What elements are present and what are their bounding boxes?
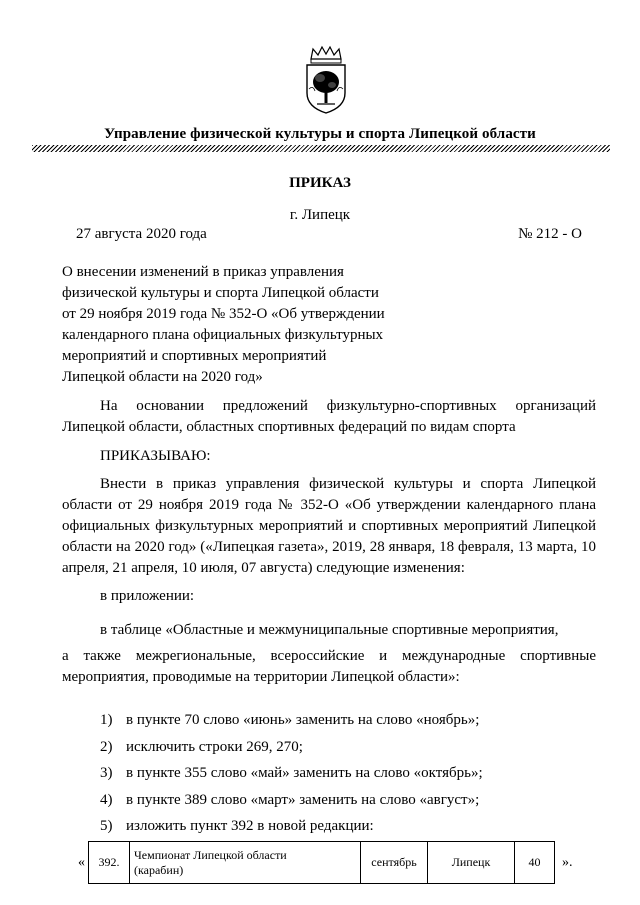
list-item-text: в пункте 355 слово «май» заменить на слово «октябрь»; (126, 765, 483, 781)
list-item-number: 1) (100, 712, 113, 728)
subject-line: от 29 ноября 2019 года № 352-О «Об утверждении (62, 306, 385, 322)
table-open-quote: « (78, 855, 85, 870)
subject-line: О внесении изменений в приказ управления (62, 264, 344, 280)
list-item (100, 760, 483, 787)
table-cell-place: Липецк (428, 842, 515, 884)
subject-line: физической культуры и спорта Липецкой области (62, 285, 379, 301)
table-close-quote: ». (562, 855, 573, 870)
main-paragraph: Внести в приказ управления физической культуры и спорта Липецкой области от 29 ноября 2019 года № 352-О «Об утверждении календарного плана официальных физкультурных мероприятий и спортивных мероприятий Липецкой области на 2020 год» («Липецкая газета», 2019, 28 января, 18 февраля, 13 марта, 10 апреля, 21 апреля, 10 июля, 07 августа) следующие изменения: (62, 476, 596, 576)
order-word: ПРИКАЗЫВАЮ: (100, 448, 211, 464)
table-cell-month: сентябрь (361, 842, 428, 884)
list-item-text: изложить пункт 392 в новой редакции: (126, 818, 374, 834)
table-cell-event-name (130, 842, 361, 884)
table-row (89, 842, 555, 884)
list-item (100, 813, 483, 840)
list-item (100, 734, 483, 761)
table-cell-count: 40 (515, 842, 555, 884)
list-item-text: в пункте 70 слово «июнь» заменить на слово «ноябрь»; (126, 712, 480, 728)
subject-line: Липецкой области на 2020 год» (62, 369, 263, 385)
coat-of-arms-emblem (303, 45, 349, 115)
list-item-number: 2) (100, 738, 113, 755)
event-name-line: (карабин) (134, 862, 184, 877)
list-item-number: 4) (100, 791, 113, 808)
appendix-paragraph: в приложении: (100, 588, 195, 604)
changes-list (100, 707, 483, 840)
table-cell-index: 392. (89, 842, 130, 884)
table-reference-line: а также межрегиональные, всероссийские и международные спортивные (62, 648, 596, 664)
list-item-number: 5) (100, 818, 113, 834)
list-item-number: 3) (100, 765, 113, 781)
table-reference-line: в таблице «Областные и межмуниципальные спортивные мероприятия, (100, 622, 559, 638)
subject-line: мероприятий и спортивных мероприятий (62, 348, 327, 364)
basis-paragraph: На основании предложений физкультурно-спортивных организаций Липецкой области, областных спортивных федераций по видам спорта (62, 398, 596, 435)
document-number: № 212 - О (518, 226, 582, 242)
document-type-title: ПРИКАЗ (289, 175, 351, 191)
document-city: г. Липецк (289, 207, 351, 223)
document-date: 27 августа 2020 года (76, 226, 207, 242)
list-item (100, 787, 483, 814)
document-subject (62, 262, 422, 388)
event-name-line: Чемпионат Липецкой области (134, 847, 287, 862)
list-item (100, 707, 483, 734)
event-table (88, 841, 555, 884)
table-reference-line: мероприятия, проводимые на территории Липецкой области»: (62, 669, 460, 685)
list-item-text: в пункте 389 слово «март» заменить на слово «август»; (126, 791, 480, 808)
subject-line: календарного плана официальных физкультурных (62, 327, 384, 343)
list-item-text: исключить строки 269, 270; (126, 738, 303, 755)
organization-title: Управление физической культуры и спорта Липецкой области (104, 126, 536, 142)
header-hatched-divider (32, 145, 610, 152)
